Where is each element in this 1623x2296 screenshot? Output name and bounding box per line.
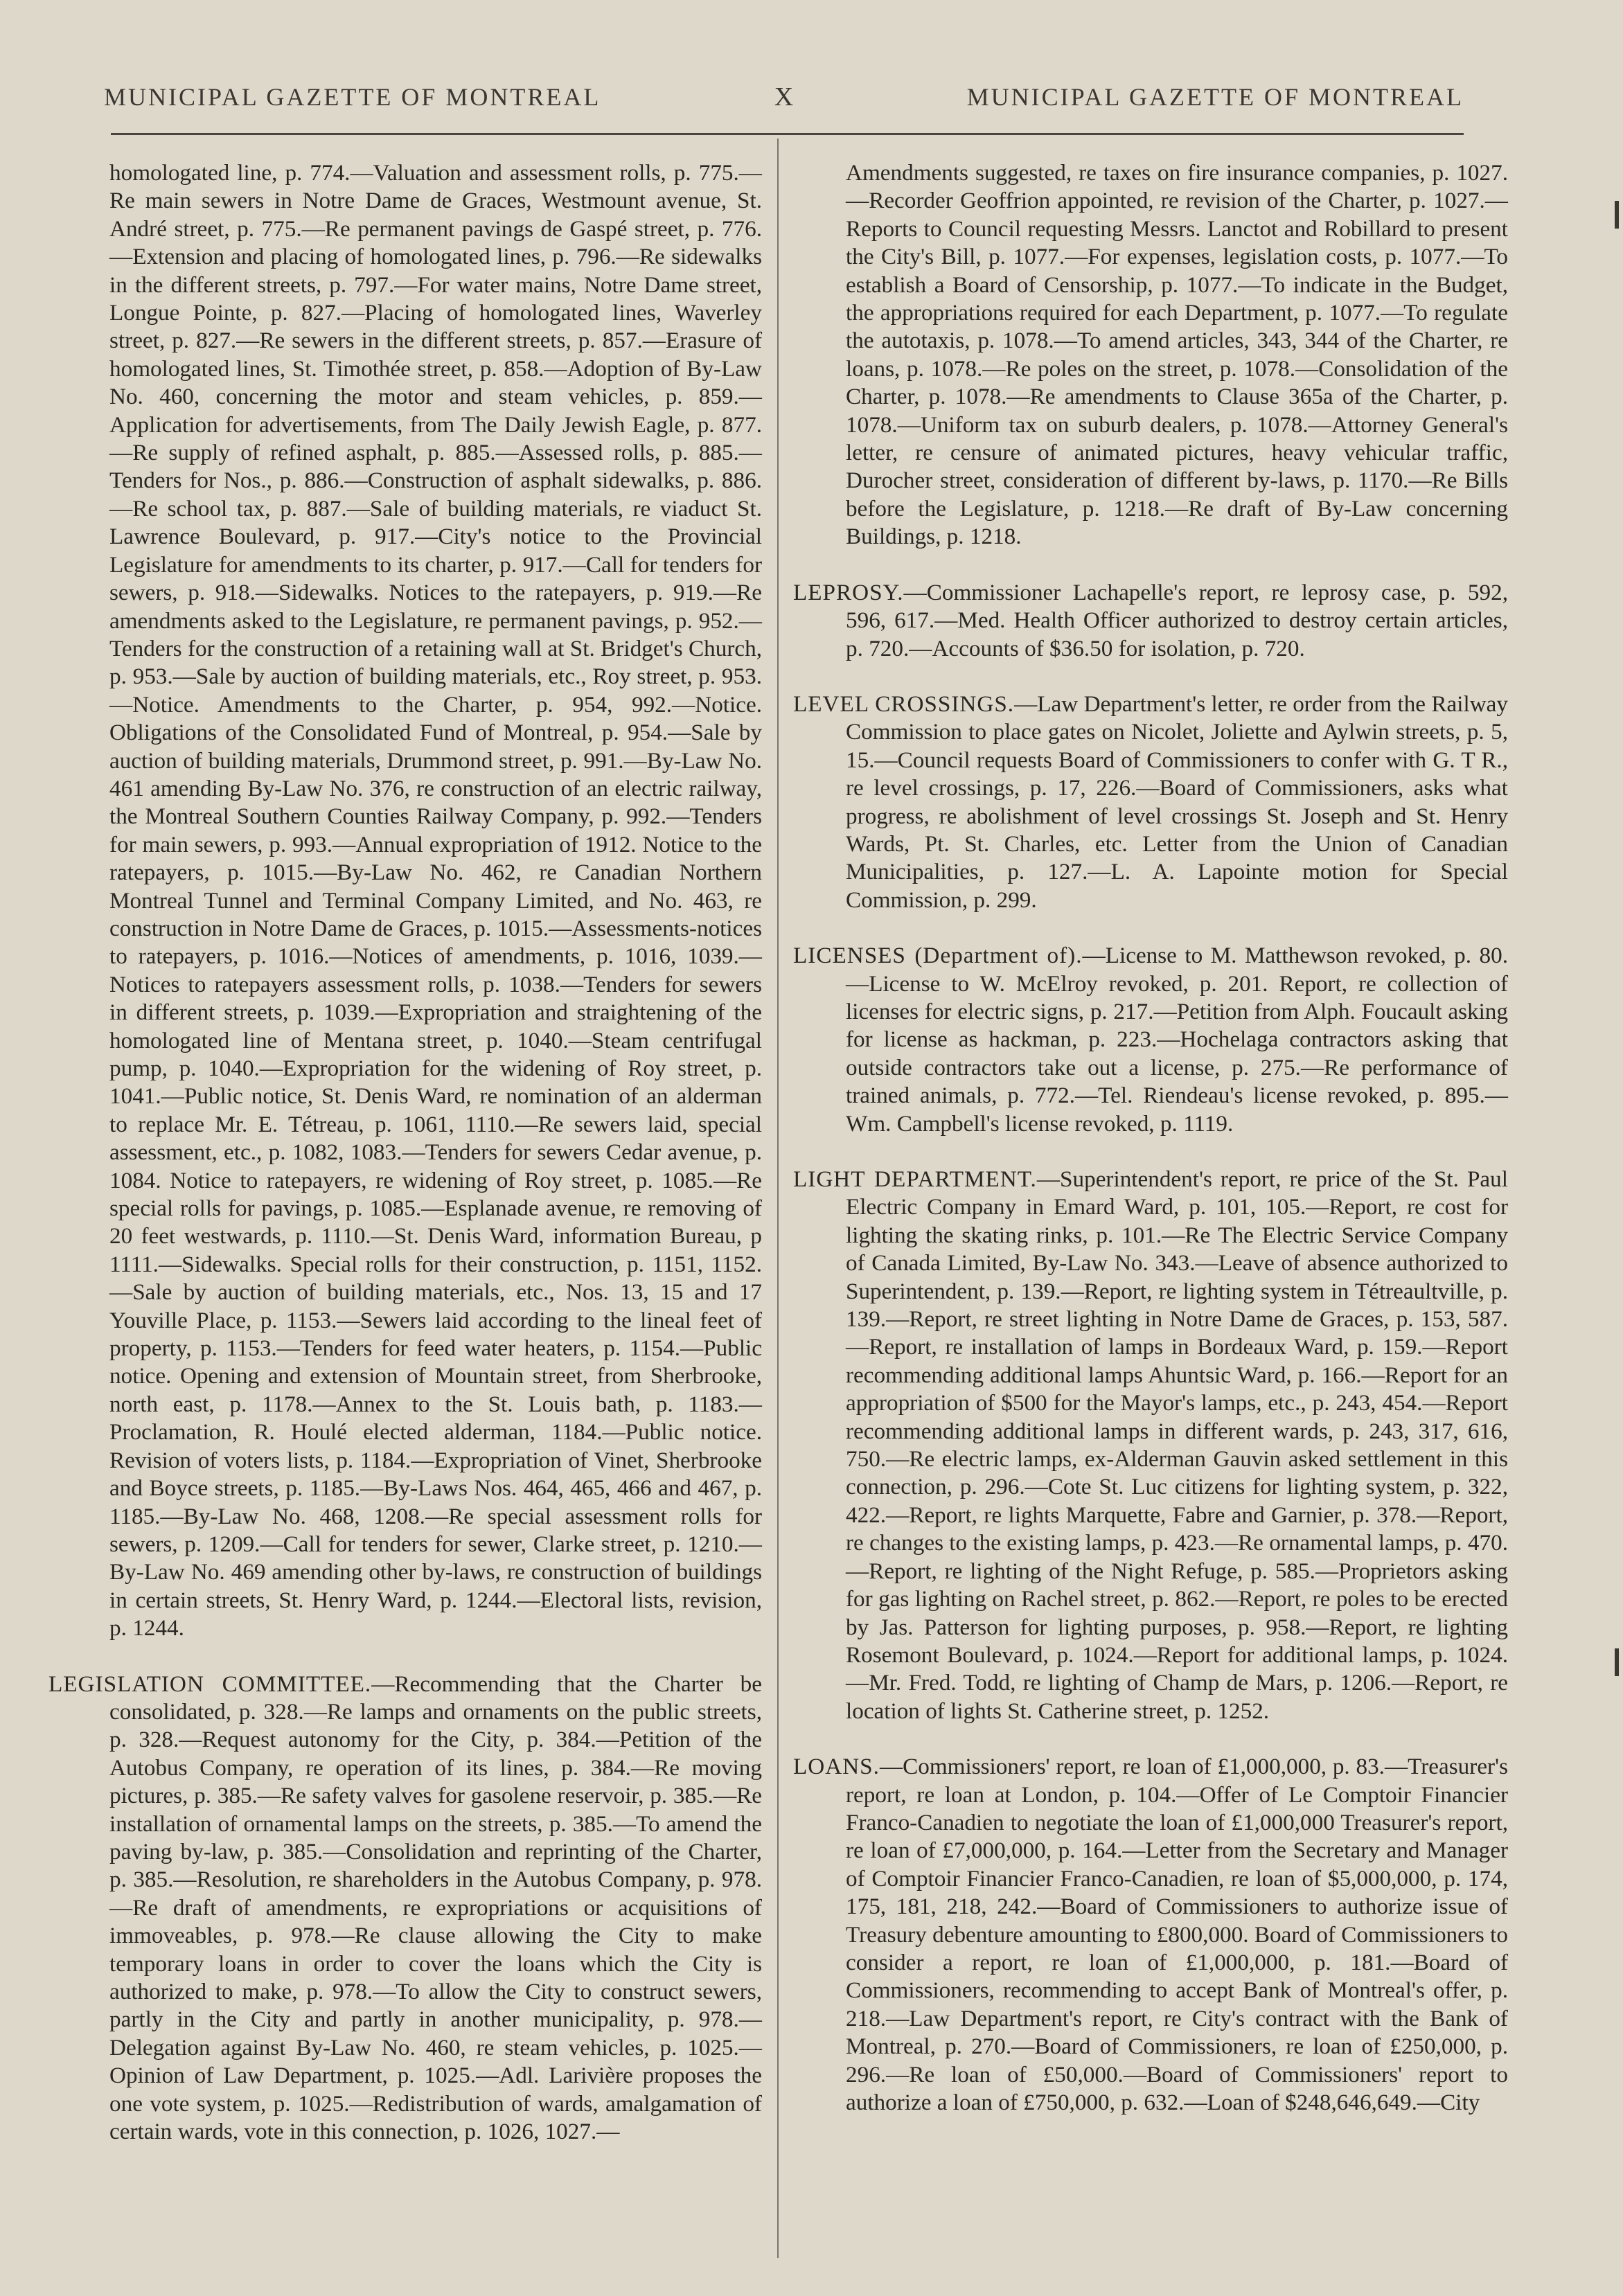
index-entry-legislation-committee xyxy=(48,1671,762,2146)
index-entry-leprosy xyxy=(793,579,1508,663)
continued-entry: Amendments suggested, re taxes on fire insurance companies, p. 1027.—Recorder Geoffrion appointed, re revision of the Charter, p. 1027.—Reports to Council requesting Messrs. Lanctot and Robillard to present the City's Bill, p. 1077.—For expenses, legislation costs, p. 1077.—To establish a Board of Censorship, p. 1077.—To indicate in the Budget, the appropriations required for each Department, p. 1077.—To regulate the autotaxis, p. 1078.—To amend articles, 343, 344 of the Charter, re loans, p. 1078.—Re poles on the street, p. 1078.—Consolidation of the Charter, p. 1078.—Re amendments to Clause 365a of the Charter, p. 1078.—Uniform tax on suburb dealers, p. 1078.—Attorney General's letter, re censure of animated pictures, heavy vehicular traffic, Durocher street, consideration of different by-laws, p. 1170.—Re Bills before the Legislature, p. 1218.—Re draft of By-Law concerning Buildings, p. 1218. xyxy=(846,160,1508,550)
header-rule xyxy=(111,133,1464,135)
entry-text: —Law Department's letter, re order from the Railway Commission to place gates on Nicolet, Joliette and Aylwin streets, p. 5, 15.—Council requests Board of Commissioners to confer with G. T R., re level crossings, p. 17, 226.—Board of Commissioners, asks what progress, re abolishment of level crossings St. Joseph and St. Henry Wards, Pt. St. Charles, etc. Letter from the Union of Canadian Municipalities, p. 127.—L. A. Lapointe motion for Special Commission, p. 299. xyxy=(846,691,1508,913)
entry-heading: LIGHT DEPARTMENT. xyxy=(793,1166,1037,1192)
column-divider xyxy=(777,139,779,2258)
entry-heading: LEPROSY. xyxy=(793,579,904,605)
continued-entry: homologated line, p. 774.—Valuation and assessment rolls, p. 775.—Re main sewers in Notre Dame de Graces, Westmount avenue, St. André street, p. 775.—Re permanent pavings de Gaspé street, p. 776.—Extension and placing of homologated lines, p. 796.—Re sidewalks in the different streets, p. 797.—For water mains, Notre Dame street, Longue Pointe, p. 827.—Placing of homologated lines, Waverley street, p. 827.—Re sewers in the different streets, p. 857.—Erasure of homologated lines, St. Timothée street, p. 858.—Adoption of By-Law No. 460, concerning the motor and steam vehicles, p. 859.—Application for advertisements, from The Daily Jewish Eagle, p. 877.—Re supply of refined asphalt, p. 885.—Assessed rolls, p. 885.—Tenders for Nos., p. 886.—Construction of asphalt sidewalks, p. 886.—Re school tax, p. 887.—Sale of building materials, re viaduct St. Lawrence Boulevard, p. 917.—City's notice to the Provincial Legislature for amendments to its charter, p. 917.—Call for tenders for sewers, p. 918.—Sidewalks. Notices to the ratepayers, p. 919.—Re amendments asked to the Legislature, re permanent pavings, p. 952.—Tenders for the construction of a retaining wall at St. Bridget's Church, p. 953.—Sale by auction of building materials, etc., Roy street, p. 953.—Notice. Amendments to the Charter, p. 954, 992.—Notice. Obligations of the Consolidated Fund of Montreal, p. 954.—Sale by auction of building materials, Drummond street, p. 991.—By-Law No. 461 amending By-Law No. 376, re construction of an electric railway, the Montreal Southern Counties Railway Company, p. 992.—Tenders for main sewers, p. 993.—Annual expropriation of 1912. Notice to the ratepayers, p. 1015.—By-Law No. 462, re Canadian Northern Montreal Tunnel and Terminal Company Limited, and No. 463, re construction in Notre Dame de Graces, p. 1015.—Assessments-notices to ratepayers, p. 1016.—Notices of amendments, p. 1016, 1039.—Notices to ratepayers assessment rolls, p. 1038.—Tenders for sewers in different streets, p. 1039.—Expropriation and straightening of the homologated line of Mentana street, p. 1040.—Steam centrifugal pump, p. 1040.—Expropriation for the widening of Roy street, p. 1041.—Public notice, St. Denis Ward, re nomination of an alderman to replace Mr. E. Tétreau, p. 1061, 1110.—Re sewers laid, special assessment, etc., p. 1082, 1083.—Tenders for sewers Cedar avenue, p. 1084. Notice to ratepayers, re widening of Roy street, p. 1085.—Re special rolls for pavings, p. 1085.—Esplanade avenue, re removing of 20 feet westwards, p. 1110.—St. Denis Ward, information Bureau, p 1111.—Sidewalks. Special rolls for their construction, p. 1151, 1152.—Sale by auction of building materials, etc., Nos. 13, 15 and 17 Youville Place, p. 1153.—Sewers laid according to the lineal feet of property, p. 1153.—Tenders for feed water heaters, p. 1154.—Public notice. Opening and extension of Mountain street, from Sherbrooke, north east, p. 1178.—Annex to the St. Louis bath, p. 1183.—Proclamation, R. Houlé elected alderman, 1184.—Public notice. Revision of voters lists, p. 1184.—Expropriation of Vinet, Sherbrooke and Boyce streets, p. 1185.—By-Laws Nos. 464, 465, 466 and 467, p. 1185.—By-Law No. 468, 1208.—Re special assessment rolls for sewers, p. 1209.—Call for tenders for sewer, Clarke street, p. 1210.—By-Law No. 469 amending other by-laws, re construction of buildings in certain streets, St. Henry Ward, p. 1244.—Electoral lists, revision, p. 1244. xyxy=(109,160,762,1641)
entry-heading: LOANS. xyxy=(793,1754,880,1780)
index-entry-licenses xyxy=(793,942,1508,1138)
entry-heading: LEGISLATION COMMITTEE. xyxy=(48,1671,372,1697)
page-number: X xyxy=(774,82,794,112)
page-edge-mark xyxy=(1615,1648,1619,1676)
index-entry-level-crossings xyxy=(793,691,1508,914)
entry-text: —License to M. Matthewson revoked, p. 80.—License to W. McElroy revoked, p. 201. Report, re collection of licenses for electric signs, p. 217.—Petition from Alph. Foucault asking for license as hackman, p. 223.—Hochelaga contractors asking that outside contractors take out a license, p. 275.—Re performance of trained animals, p. 772.—Tel. Riendeau's license revoked, p. 895.—Wm. Campbell's license revoked, p. 1119. xyxy=(846,943,1508,1137)
entry-text: —Superintendent's report, re price of the St. Paul Electric Company in Emard Ward, p. 101, 105.—Report, re cost for lighting the skating rinks, p. 101.—Re The Electric Service Company of Canada Limited, By-Law No. 343.—Leave of absence authorized to Superintendent, p. 139.—Report, re lighting system in Tétreaultville, p. 139.—Report, re street lighting in Notre Dame de Graces, p. 153, 587.—Report, re installation of lamps in Bordeaux Ward, p. 159.—Report recommending additional lamps Ahuntsic Ward, p. 166.—Report for an appropriation of $500 for the Mayor's lamps, etc., p. 243, 454.—Report recommending additional lamps in different wards, p. 243, 317, 616, 750.—Re electric lamps, ex-Alderman Gauvin asked settlement in this connection, p. 296.—Cote St. Luc citizens for lighting system, p. 322, 422.—Report, re lights Marquette, Fabre and Garnier, p. 378.—Report, re changes to the existing lamps, p. 423.—Re ornamental lamps, p. 470.—Report, re lighting of the Night Refuge, p. 585.—Proprietors asking for gas lighting on Rachel street, p. 862.—Report, re poles to be erected by Jas. Patterson for lighting purposes, p. 958.—Report, re lighting Rosemont Boulevard, p. 1024.—Report for additional lamps, p. 1024.—Mr. Fred. Todd, re lighting of Champ de Mars, p. 1206.—Report, re location of lights St. Catherine street, p. 1252. xyxy=(846,1166,1508,1724)
entry-heading: LEVEL CROSSINGS. xyxy=(793,691,1015,717)
header-right-title: MUNICIPAL GAZETTE OF MONTREAL xyxy=(966,83,1464,111)
right-column xyxy=(793,159,1508,2144)
entry-text: —Recommending that the Charter be consolidated, p. 328.—Re lamps and ornaments on the public streets, p. 328.—Request autonomy for the City, p. 384.—Petition of the Autobus Company, re operation of its lines, p. 384.—Re moving pictures, p. 385.—Re safety valves for gasolene reservoir, p. 385.—Re installation of ornamental lamps on the streets, p. 385.—To amend the paving by-law, p. 385.—Consolidation and reprinting of the Charter, p. 385.—Resolution, re shareholders in the Autobus Company, p. 978.—Re draft of amendments, re expropriations or acquisitions of immoveables, p. 978.—Re clause allowing the City to make temporary loans in order to cover the loans which the City is authorized to make, p. 978.—To allow the City to construct sewers, partly in the City and partly in another municipality, p. 978.—Delegation against By-Law No. 460, re steam vehicles, p. 1025.—Opinion of Law Department, p. 1025.—Adl. Larivière proposes the one vote system, p. 1025.—Redistribution of wards, amalgamation of certain wards, vote in this connection, p. 1026, 1027.— xyxy=(109,1671,762,2145)
left-column xyxy=(48,159,762,2173)
header-left-title: MUNICIPAL GAZETTE OF MONTREAL xyxy=(104,83,601,111)
index-entry-light-department xyxy=(793,1166,1508,1725)
entry-text: —Commissioners' report, re loan of £1,000,000, p. 83.—Treasurer's report, re loan at London, p. 104.—Offer of Le Comptoir Financier Franco-Canadien to negotiate the loan of £1,000,000 Treasurer's report, re loan of £7,000,000, p. 164.—Letter from the Secretary and Manager of Comptoir Financier Franco-Canadien, re loan of $5,000,000, p. 174, 175, 181, 218, 242.—Board of Commissioners to authorize issue of Treasury debenture amounting to £800,000. Board of Commissioners to consider a report, re loan of £1,000,000, p. 181.—Board of Commissioners, recommending to accept Bank of Montreal's offer, p. 218.—Law Department's report, re City's contract with the Bank of Montreal, p. 270.—Board of Commissioners, re loan of £250,000, p. 296.—Re loan of £50,000.—Board of Commissioners' report to authorize a loan of £750,000, p. 632.—Loan of $248,646,649.—City xyxy=(846,1754,1508,2115)
entry-heading: LICENSES (Department of). xyxy=(793,943,1083,969)
entry-text: —Commissioner Lachapelle's report, re leprosy case, p. 592, 596, 617.—Med. Health Officer authorized to destroy certain articles, p. 720.—Accounts of $36.50 for isolation, p. 720. xyxy=(846,579,1508,661)
page-edge-mark xyxy=(1615,201,1619,229)
running-header xyxy=(104,82,1464,123)
index-entry-loans xyxy=(793,1753,1508,2117)
